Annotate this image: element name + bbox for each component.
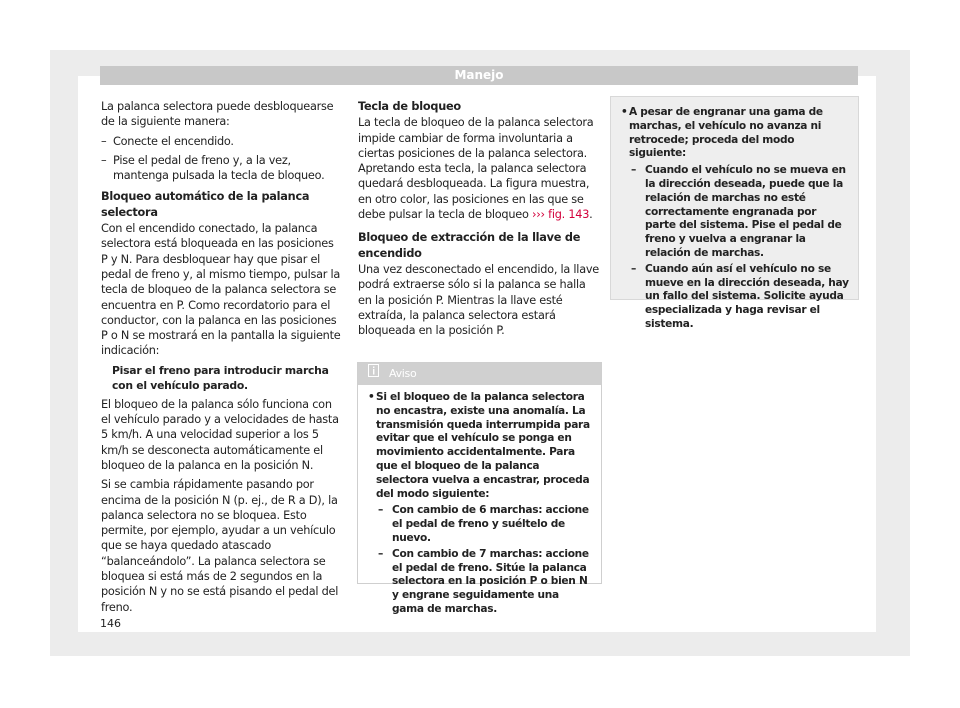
section-header: Manejo bbox=[100, 66, 858, 85]
key-extraction-heading: Bloqueo de extracción de la llave de encendido bbox=[358, 231, 581, 260]
auto-lock-heading: Bloqueo automático de la palanca selectora bbox=[101, 190, 310, 219]
key-extraction-text: Una vez desconectado el encendido, la llave podrá extraerse sólo si la palanca se halla en la posición P. Mientras la llave esté extraída, la palanca selectora estará bloqueada en la posición P. bbox=[358, 262, 599, 338]
notice-header bbox=[358, 363, 601, 385]
notice-body bbox=[358, 385, 601, 617]
display-message: Pisar el freno para introducir marcha con el vehículo parado. bbox=[112, 363, 329, 392]
lock-key-end: . bbox=[589, 208, 593, 222]
troubleshoot-bullet: • A pesar de engranar una gama de marchas, el vehículo no avanza ni retrocede; proceda del modo siguiente: bbox=[621, 106, 850, 161]
figure-reference-link[interactable]: ››› fig. 143 bbox=[531, 208, 590, 222]
notice-bullet: • Si el bloqueo de la palanca selectora no encastra, existe una anomalía. La transmisión queda interrumpida para evitar que el vehículo se ponga en movimiento accidentalmente. Para que el bloqueo de la palanca selectora vuelva a encastrar, proceda del modo siguiente: bbox=[368, 391, 593, 501]
troubleshoot-sub-item: – Cuando el vehículo no se mueva en la dirección deseada, puede que la relación de marchas no esté correctamente engranada por parte del sistema. Pise el pedal de freno y vuelva a engranar la relación de marchas. bbox=[621, 164, 850, 261]
notice-sub-item: – Con cambio de 6 marchas: accione el pedal de freno y suéltelo de nuevo. bbox=[368, 504, 593, 545]
troubleshoot-box bbox=[610, 96, 859, 330]
lock-key-text bbox=[358, 115, 600, 222]
troubleshoot-sub-item: – Cuando aún así el vehículo no se mueve en la dirección deseada, hay un fallo del sistema. Solicite ayuda especializada y haga revisar el sistema. bbox=[621, 263, 850, 332]
step-item: – Pise el pedal de freno y, a la vez, mantenga pulsada la tecla de bloqueo. bbox=[101, 153, 341, 184]
intro-text: La palanca selectora puede desbloquearse de la siguiente manera: bbox=[101, 100, 334, 129]
notice-sub-item: – Con cambio de 7 marchas: accione el pedal de freno. Sitúe la palanca selectora en la posición P o bien N y engrane seguidamente una gama de marchas. bbox=[368, 548, 593, 617]
column-left bbox=[101, 99, 341, 619]
lock-key-body: La tecla de bloqueo de la palanca selectora impide cambiar de forma involuntaria a ciertas posiciones de la palanca selectora. Apretando esta tecla, la palanca selectora quedará desbloqueada. La figura muestra, en otro color, las posiciones en las que se debe pulsar la tecla de bloqueo bbox=[358, 116, 594, 222]
notice-box bbox=[357, 362, 602, 615]
troubleshoot-body bbox=[611, 97, 858, 332]
step-item: – Conecte el encendido. bbox=[101, 134, 341, 149]
notice-title: Aviso bbox=[389, 367, 417, 380]
page-number: 146 bbox=[100, 617, 121, 630]
quick-shift-text: Si se cambia rápidamente pasando por encima de la posición N (p. ej., de R a D), la palanca selectora no se bloquea. Esto permite, por ejemplo, ayudar a un vehículo que se haya quedado atascado “balanceándolo”. La palanca selectora se bloquea si está más de 2 segundos en la posición N y no se está pisando el pedal del freno. bbox=[101, 478, 339, 614]
column-middle bbox=[358, 99, 600, 342]
auto-lock-text: Con el encendido conectado, la palanca selectora está bloqueada en las posiciones P y N. Para desbloquear hay que pisar el pedal de freno y, al mismo tiempo, pulsar la tecla de bloqueo de la palanca selectora se encuentra en P. Como recordatorio para el conductor, con la palanca en las posiciones P o N se mostrará en la pantalla la siguiente indicación: bbox=[101, 222, 341, 358]
lock-speed-text: El bloqueo de la palanca sólo funciona con el vehículo parado y a velocidades de hasta 5 km/h. A una velocidad superior a los 5 km/h se desconecta automáticamente el bloqueo de la palanca en la posición N. bbox=[101, 397, 339, 472]
info-icon bbox=[368, 363, 379, 385]
lock-key-heading: Tecla de bloqueo bbox=[358, 100, 461, 113]
